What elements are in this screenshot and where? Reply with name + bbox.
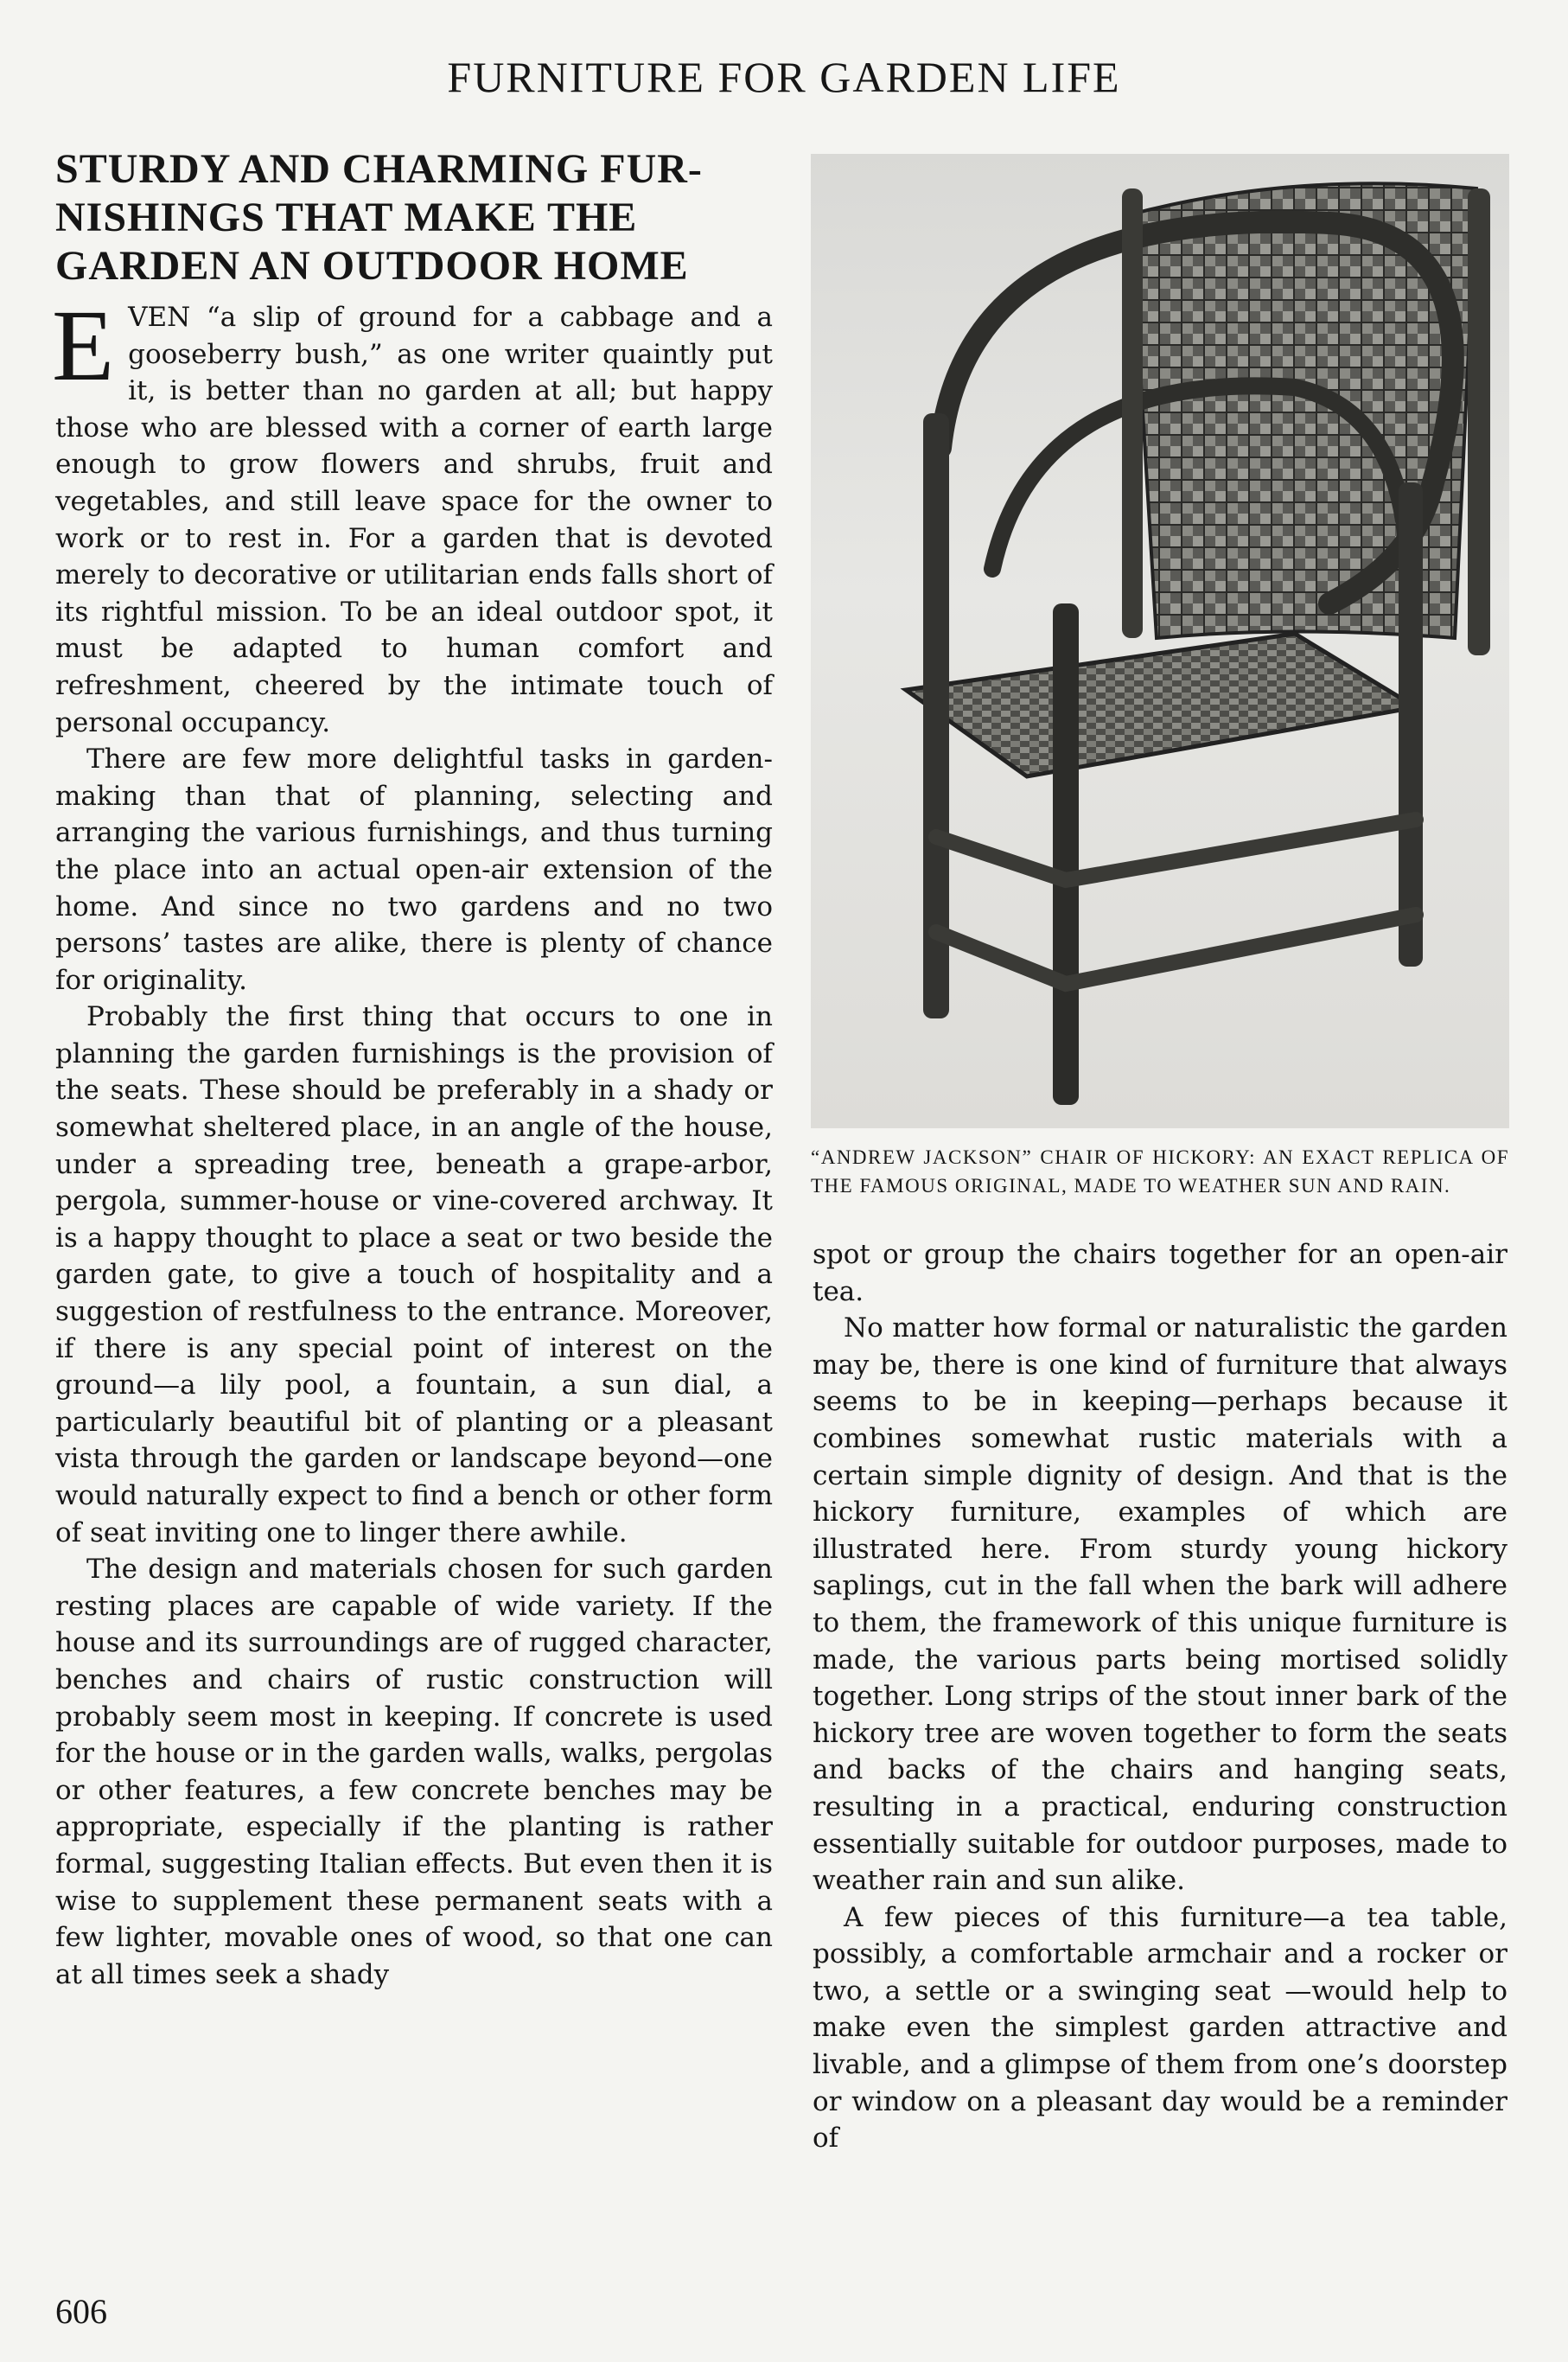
page-number: 606 [55, 2292, 107, 2331]
left-body-text [52, 289, 773, 1993]
paragraph: Probably the first thing that occurs to one in planning the garden furnishings is the provision of the seats. These should be preferably in a shady or somewhat sheltered place, in an angle of the house, under a spreading tree, beneath a grape-arbor, pergola, summer-house or vine-covered archway. It is a happy thought to place a seat or two beside the garden gate, to give a touch of hospitality and a suggestion of restfulness to the entrance. Moreover, if there is any special point of interest on the ground—a lily pool, a fountain, a sun dial, a particularly beautiful bit of planting or a pleasant vista through the garden or landscape beyond—one would naturally expect to find a bench or other form of seat inviting one to linger there awhile. [55, 1001, 773, 1548]
article-headline [55, 145, 773, 290]
photo-caption: “ANDREW JACKSON” CHAIR OF HICKORY: AN EXACT REPLICA OF THE FAMOUS ORIGINAL, MADE TO WEATHER SUN AND RAIN. [811, 1146, 1509, 1197]
paragraph: The design and materials chosen for such garden resting places are capable of wide variety. If the house and its surroundings are of rugged character, benches and chairs of rustic construction will probably seem most in keeping. If concrete is used for the house or in the garden walls, walks, pergolas or other features, a few concrete benches may be appropriate, especially if the planting is rather formal, suggesting Italian effects. But even then it is wise to supplement these permanent seats with a few lighter, movable ones of wood, so that one can at all times seek a shady [55, 1554, 773, 1990]
running-header: FURNITURE FOR GARDEN LIFE [447, 53, 1121, 101]
headline-line: NISHINGS THAT MAKE THE [55, 195, 638, 240]
right-body-text [813, 1236, 1507, 2157]
paragraph: A few pieces of this furniture—a tea table, possibly, a comfortable armchair and a rocker or two, a settle or a swinging seat —would help to make even the simplest garden attractive and livable, and a glimpse of them from one’s doorstep or window on a pleasant day would be a reminder of [813, 1901, 1507, 2155]
drop-cap: E [52, 289, 115, 402]
chair-photograph [811, 154, 1509, 1128]
paragraph-text: VEN “a slip of ground for a cabbage and a gooseberry bush,” as one writer quaintly put it, is better than no garden at all; but happy those who are blessed with a corner of earth large enough to grow flowers and shrubs, fruit and vegetables, and still leave space for the owner to work or to rest in. For a garden that is devoted merely to decorative or utilitarian ends falls short of its rightful mission. To be an ideal outdoor spot, it must be adapted to human comfort and refreshment, cheered by the intimate touch of personal occupancy. [55, 302, 773, 738]
paragraph: spot or group the chairs together for an open-air tea. [813, 1239, 1507, 1307]
paragraph: There are few more delightful tasks in garden-making than that of planning, selecting and arranging the various furnishings, and thus turning the place into an actual open-air extension of the home. And since no two gardens and no two persons’ tastes are alike, there is plenty of chance for originality. [55, 744, 773, 996]
paragraph: No matter how formal or naturalistic the garden may be, there is one kind of furniture that always seems to be in keeping—perhaps because it combines somewhat rustic materials with a certain simple dignity of design. And that is the hickory furniture, examples of which are illustrated here. From sturdy young hickory saplings, cut in the fall when the bark will adhere to them, the framework of this unique furniture is made, the various parts being mortised solidly together. Long strips of the stout inner bark of the hickory tree are woven together to form the seats and backs of the chairs and hanging seats, resulting in a practical, enduring construction essentially suitable for outdoor purposes, made to weather rain and sun alike. [813, 1312, 1507, 1897]
hickory-chair-illustration [811, 154, 1509, 1128]
headline-line: GARDEN AN OUTDOOR HOME [55, 243, 689, 289]
paragraph [52, 289, 773, 741]
headline-line: STURDY AND CHARMING FUR- [55, 146, 703, 192]
left-column [52, 145, 773, 1993]
